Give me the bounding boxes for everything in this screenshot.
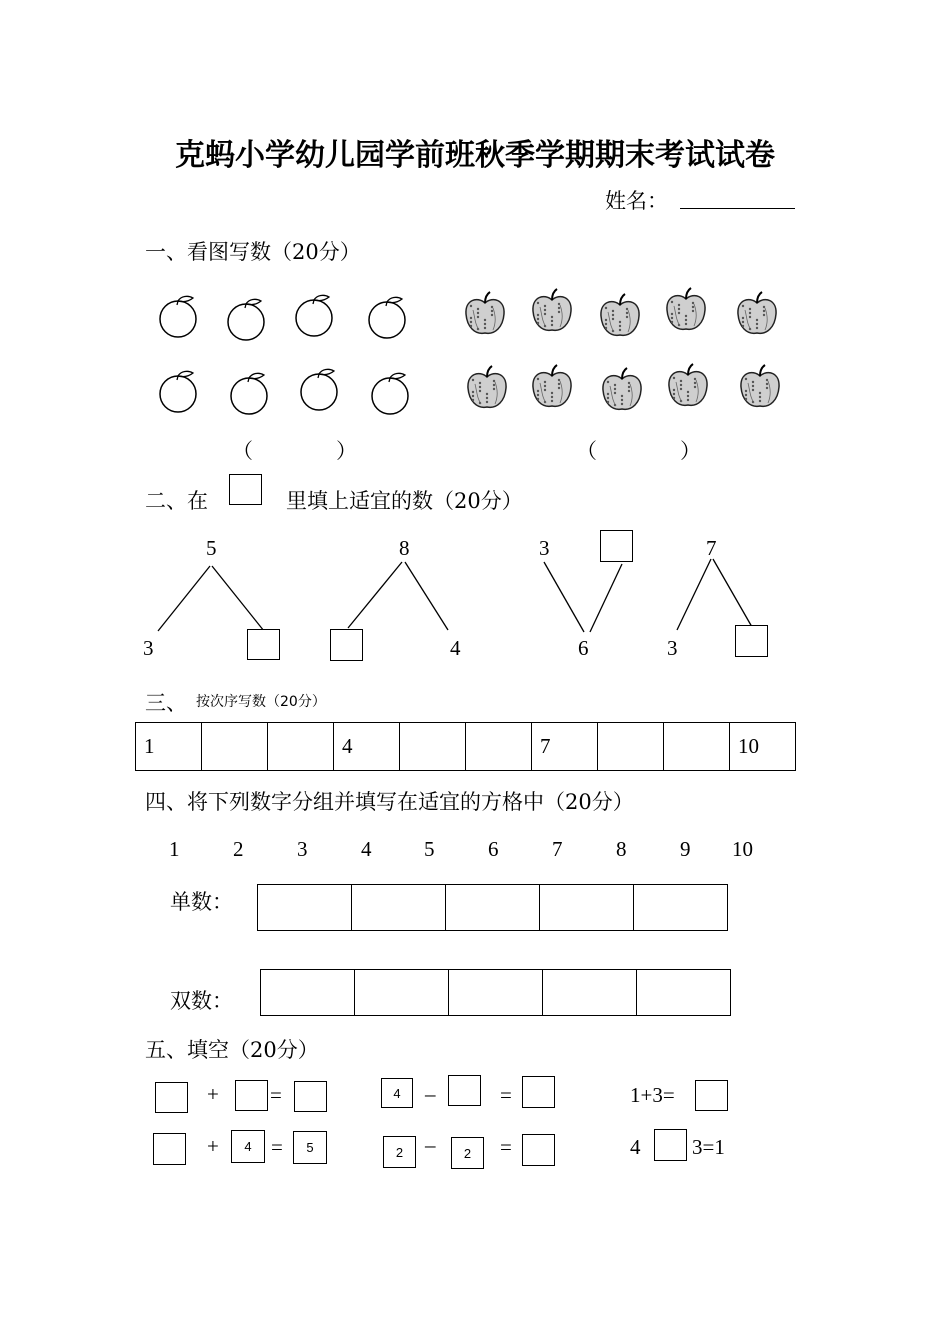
odd-cell[interactable] [540, 885, 634, 931]
even-cell[interactable] [543, 970, 637, 1016]
expression-1: 1+3= [630, 1083, 675, 1107]
bond-line [348, 562, 402, 628]
number-item: 7 [552, 837, 563, 861]
section-1-heading: 一、看图写数（20分） [145, 240, 361, 264]
even-cell[interactable] [449, 970, 543, 1016]
paren-open-right: （ [576, 439, 597, 463]
bond-4-right-box[interactable] [735, 625, 768, 657]
odd-cell[interactable] [258, 885, 352, 931]
bond-1-right-box[interactable] [247, 629, 280, 660]
sequence-cell[interactable] [466, 723, 532, 771]
number-item: 6 [488, 837, 499, 861]
bond-1-top: 5 [206, 536, 217, 560]
bond-line [590, 564, 622, 632]
bond-1-left: 3 [143, 636, 154, 660]
plus-sign: + [207, 1134, 219, 1158]
minus-sign: – [425, 1082, 436, 1106]
section-4-heading: 四、将下列数字分组并填写在适宜的方格中（20分） [145, 790, 634, 814]
section-3-heading-a: 三、 [145, 691, 187, 715]
bond-3-top-right-box[interactable] [600, 530, 633, 562]
sequence-cell: 10 [730, 723, 796, 771]
odd-cell[interactable] [352, 885, 446, 931]
given-number-box: 5 [293, 1131, 327, 1164]
equals-sign: = [271, 1135, 283, 1159]
section-2-heading-pre: 二、在 [145, 489, 208, 513]
given-number-box: 2 [383, 1136, 416, 1168]
bond-line [405, 562, 448, 630]
bond-3-bottom: 6 [578, 636, 589, 660]
bond-4-top: 7 [706, 536, 717, 560]
even-cell[interactable] [355, 970, 449, 1016]
operator-blank-box[interactable] [654, 1129, 687, 1161]
bond-line [544, 562, 584, 632]
odd-label: 单数： [170, 890, 233, 914]
sequence-cell: 7 [532, 723, 598, 771]
even-label: 双数： [170, 989, 233, 1013]
number-item: 2 [233, 837, 244, 861]
bond-line [713, 559, 752, 627]
bond-2-top: 8 [399, 536, 410, 560]
number-item: 8 [616, 837, 627, 861]
bond-4-left: 3 [667, 636, 678, 660]
odd-cell[interactable] [634, 885, 728, 931]
odd-number-grid [257, 884, 728, 931]
bond-line [677, 559, 711, 630]
name-label: 姓名： [605, 189, 668, 213]
odd-cell[interactable] [446, 885, 540, 931]
section-2-heading-post: 里填上适宜的数（20分） [286, 489, 523, 513]
paren-close-right: ） [680, 439, 701, 463]
minus-sign: – [425, 1133, 436, 1157]
page-title: 克蚂小学幼儿园学前班秋季学期期末考试试卷 [175, 138, 775, 173]
sequence-cell: 4 [334, 723, 400, 771]
blank-box[interactable] [695, 1080, 728, 1111]
bond-2-left-box[interactable] [330, 629, 363, 661]
blank-box[interactable] [294, 1081, 327, 1112]
number-item: 3 [297, 837, 308, 861]
expression-2-left: 4 [630, 1135, 641, 1159]
given-number-box: 4 [381, 1078, 413, 1108]
number-item: 9 [680, 837, 691, 861]
equals-sign: = [500, 1135, 512, 1159]
blank-box[interactable] [235, 1080, 268, 1111]
section-3-heading-b: 按次序写数（20分） [196, 694, 326, 710]
even-cell[interactable] [261, 970, 355, 1016]
even-cell[interactable] [637, 970, 731, 1016]
sequence-cell[interactable] [400, 723, 466, 771]
paren-close-left: ） [336, 439, 357, 463]
number-item: 5 [424, 837, 435, 861]
paren-open-left: （ [232, 439, 253, 463]
plus-sign: + [207, 1082, 219, 1106]
blank-box[interactable] [448, 1075, 481, 1106]
expression-2-right: 3=1 [692, 1135, 725, 1159]
sequence-cell[interactable] [268, 723, 334, 771]
sequence-cell[interactable] [664, 723, 730, 771]
sequence-cell[interactable] [598, 723, 664, 771]
bond-line [212, 566, 264, 631]
number-item: 4 [361, 837, 372, 861]
sequence-table [135, 722, 796, 771]
even-number-grid [260, 969, 731, 1016]
equals-sign: = [270, 1083, 282, 1107]
blank-box[interactable] [155, 1082, 188, 1113]
blank-box[interactable] [153, 1133, 186, 1165]
sequence-cell[interactable] [202, 723, 268, 771]
given-number-box: 4 [231, 1130, 265, 1163]
number-item: 1 [169, 837, 180, 861]
bond-3-top-left: 3 [539, 536, 550, 560]
blank-box[interactable] [522, 1134, 555, 1166]
given-number-box: 2 [451, 1137, 484, 1169]
bond-line [158, 566, 210, 631]
equals-sign: = [500, 1083, 512, 1107]
bond-2-right: 4 [450, 636, 461, 660]
sequence-cell: 1 [136, 723, 202, 771]
blank-box[interactable] [522, 1076, 555, 1108]
section-5-heading: 五、填空（20分） [145, 1038, 319, 1062]
number-item: 10 [732, 837, 753, 861]
